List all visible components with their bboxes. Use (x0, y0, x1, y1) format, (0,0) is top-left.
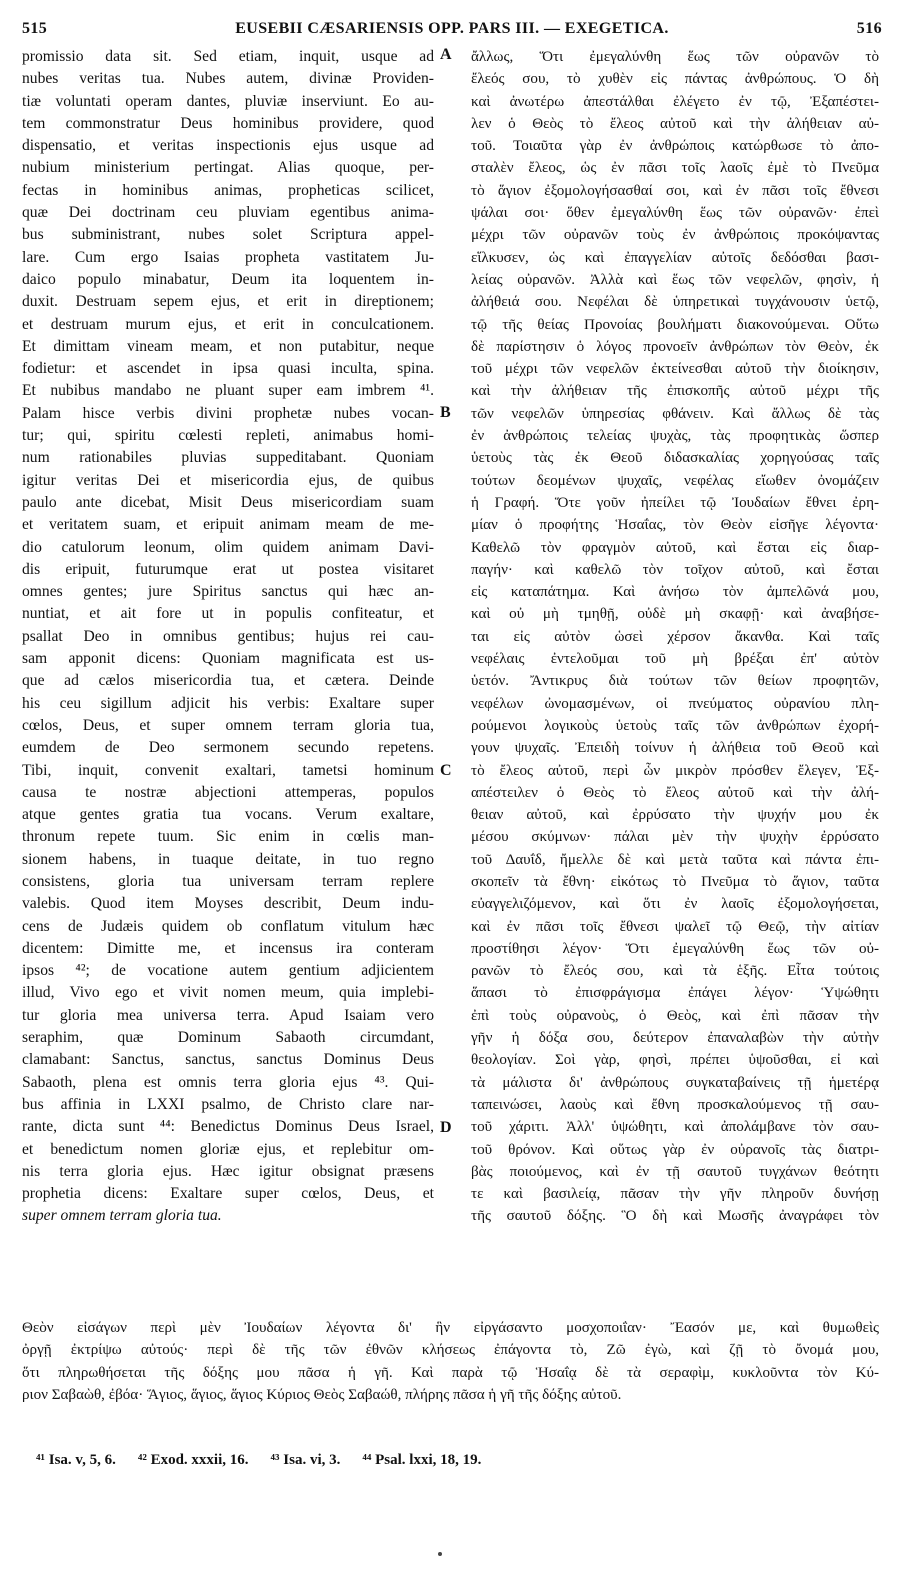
latin-text-line: prophetia dicens: Exaltare super cœlos, Deus, et (22, 1185, 434, 1203)
latin-text-line: clamabant: Sanctus, sanctus, sanctus Dominus Deus (22, 1051, 434, 1069)
greek-text-line-full: ὀργῇ ἐκτρίψω αὐτούς· περὶ δὲ τῆς τῶν ἐθνῶν κλήσεως ἐπάγοντα τὸ, Ζῶ ἐγὼ, καὶ ζῇ τὸ ὄνομά μου, (22, 1342, 879, 1359)
greek-text-line: τοῦ. Τοιαῦτα γὰρ ἐν ἀνθρώποις κατώρθωσε τὸ ἀπο- (471, 138, 879, 155)
greek-text-line: ταπεινώσει, λαοὺς καὶ ἔθνη προσκαλούμενος τῇ σαυ- (471, 1096, 879, 1113)
greek-text-line: τῆς σαυτοῦ δόξης. Ὃ δὴ καὶ Μωσῆς ἀναγράφει τὸν (471, 1208, 879, 1225)
greek-text-line: ἐπὶ τοὺς οὐρανοὺς, ὁ Θεὸς, καὶ ἐπὶ πᾶσαν τὴν (471, 1007, 879, 1024)
greek-text-line: τε καὶ βασιλείᾳ, πᾶσαν τὴν γῆν πληροῦν δυνήσῃ (471, 1186, 879, 1203)
latin-text-line: rante, dicta sunt ⁴⁴: Benedictus Dominus Deus Israel, (22, 1118, 434, 1136)
greek-text-line: θειαν αὐτοῦ, καὶ ἐρρύσατο τὴν ψυχήν μου ἐκ (471, 807, 879, 824)
greek-text-line: τούτων δεομένων ψυχαῖς, νεφέλας εἴωθεν ὀνομάζειν (471, 472, 879, 489)
greek-text-line: παγήν· καὶ καθελῶ τὸν τοῖχον αὐτοῦ, καὶ ἔσται (471, 561, 879, 578)
greek-text-line: τῷ τῆς θείας Προνοίας βουλήματι διακονούμεναι. Οὕτω (471, 316, 879, 333)
greek-text-line: λεν ὁ Θεὸς τὸ ἔλεος αὐτοῦ καὶ τὴν ἀλήθειαν αὐ- (471, 115, 879, 132)
margin-letter-c: C (440, 762, 452, 779)
latin-text-line: dicentem: Dimitte me, et incensus ira conteram (22, 939, 434, 957)
latin-text-line: omnes gentes; jure Spiritus sanctus qui hæc an- (22, 583, 434, 601)
latin-text-line: nuntiat, et ait fore ut in populis confiteatur, et (22, 605, 434, 623)
margin-letter-b: B (440, 404, 451, 421)
greek-text-line: νεφέλαις ἐντελοῦμαι τοῦ μὴ βρέξαι ἐπ' αὐτὸν (471, 651, 879, 668)
greek-text-line: τὸ ἔλεος αὐτοῦ, περὶ ὧν μικρὸν πρόσθεν ἔλεγεν, Ἐξ- (471, 762, 879, 779)
margin-letter-d: D (440, 1119, 452, 1136)
latin-text-line: igitur veritas Dei et misericordia ejus, de quibus (22, 471, 434, 489)
footnote: ⁴⁴ Psal. lxxi, 18, 19. (362, 1452, 482, 1468)
latin-text-line: Sabaoth, plena est omnis terra gloria ejus ⁴³. Qui- (22, 1073, 434, 1091)
latin-text-line: psallat Deo in omnibus gentibus; hujus rei cau- (22, 627, 434, 645)
greek-text-line: νεφέλων ὠνομασμένων, οἱ πνεύματος οὐρανίου πλη- (471, 695, 879, 712)
greek-text-line: τῶν νεφελῶν ὑπηρεσίας φθάνειν. Καὶ ἄλλως δὲ τὰς (471, 405, 879, 422)
latin-text-line: thronum repete tuum. Sic enim in cœlis man- (22, 828, 434, 846)
latin-text-line: nubium ministerium pertingat. Alias quoque, per- (22, 159, 434, 177)
latin-text-line: et benedictum nomen gloriæ ejus, et replebitur om- (22, 1140, 434, 1158)
greek-text-line: λείας οὐρανῶν. Ἀλλὰ καὶ ἕως τῶν νεφελῶν, φησὶν, ἡ (471, 271, 879, 288)
latin-text-line: tur gloria mea universa terra. Apud Isaiam vero (22, 1006, 434, 1024)
footnote: ⁴³ Isa. vi, 3. (270, 1452, 341, 1468)
latin-text-line: ipsos ⁴²; de vocatione autem gentium adjicientem (22, 962, 434, 980)
margin-letter-a: A (440, 46, 452, 63)
latin-text-line: tur; qui, spiritu cœlesti repleti, animabus homi- (22, 427, 434, 445)
greek-text-line: καὶ τὴν ἀλήθειαν τῆς ἐπισκοπῆς αὐτοῦ μέχρι τῆς (471, 383, 879, 400)
greek-text-line: ρούμενοι λογικοὺς ὑετοὺς ταῖς τῶν ἀνθρώπων ἐχορή- (471, 717, 879, 734)
greek-text-line: τοῦ χάριτι. Ἀλλ' ὑψώθητι, καὶ ἀπολάμβανε τὸν σαυ- (471, 1119, 879, 1136)
latin-text-line: bus subministrant, nubes solet Scriptura appel- (22, 226, 434, 244)
greek-text-line: ἐν ἀνθρώποις τελείας ψυχὰς, τὰς προφητικὰς ὥσπερ (471, 428, 879, 445)
greek-text-line: καὶ ἀνωτέρω ἀπεστάλθαι ἐλέγετο ἐν τῷ, Ἐξαπέστει- (471, 93, 879, 110)
greek-text-line: εἰς καταπάτημα. Καὶ ἀνήσω τὸν ἀμπελῶνά μου, (471, 584, 879, 601)
latin-text-line: valebis. Quod item Moyses describit, Deum indu- (22, 895, 434, 913)
latin-text-line: daico populo minabatur, Deum ita loquentem in- (22, 270, 434, 288)
footnote: ⁴² Exod. xxxii, 16. (137, 1452, 249, 1468)
greek-text-line: ὑετοὺς τὰς ἐκ Θεοῦ διδασκαλίας χορηγούσας ταῖς (471, 450, 879, 467)
latin-text-line: num rationabiles pluvias suppeditabant. Quoniam (22, 449, 434, 467)
greek-text-line: βὰς ποιούμενος, καὶ ἐν τῇ σαυτοῦ τυγχάνων θεότητι (471, 1163, 879, 1180)
greek-text-line: θεολογίαν. Σοὶ γὰρ, φησὶ, πρέπει ὑψοῦσθαι, εἰ καὶ (471, 1052, 879, 1069)
greek-text-line: ρανῶν τὸ ἔλεός σου, καὶ τὰ ἑξῆς. Εἶτα τούτοις (471, 963, 879, 980)
greek-text-line: γουν ψυχαῖς. Ἐπειδὴ τοίνυν ἡ ἀλήθεια τοῦ Θεοῦ καὶ (471, 740, 879, 757)
greek-text-line: τὸ ἅγιον ἐξομολογήσασθαί σοι, καὶ ἐν πᾶσι τοῖς ἔθνεσι (471, 182, 879, 199)
latin-text-line: tiæ voluntati operam dantes, pluviæ inserviunt. Eo au- (22, 92, 434, 110)
greek-text-line: δὲ παρίστησιν ὁ λόγος προνοεῖν ἀνθρώπων τὸν Θεὸν, ἐκ (471, 338, 879, 355)
greek-text-line: μέσου σκύμνων· πάλαι μὲν τὴν ψυχὴν ἐρρύσατο (471, 829, 879, 846)
greek-text-line-full: ριον Σαβαὼθ, ἐβόα· Ἅγιος, ἅγιος, ἅγιος Κύριος Θεὸς Σαβαώθ, πλήρης πᾶσα ἡ γῆ τῆς δόξης αὐτοῦ. (22, 1386, 622, 1403)
page-number-left: 515 (22, 20, 48, 37)
latin-text-line: causa te nostræ abjectioni attemperas, populos (22, 783, 434, 801)
running-head (22, 20, 882, 42)
greek-text-line: ὑετόν. Ἄντικρυς διὰ τούτων τῶν θείων προφητῶν, (471, 673, 879, 690)
latin-text-line: his ceu sigillum adjicit his verbis: Exaltare super (22, 694, 434, 712)
greek-text-line: σκοπεῖν τὰ ἔθνη· εἰκότως τὸ Πνεῦμα τὸ ἅγιον, ταῦτα (471, 873, 879, 890)
latin-text-line: tem commonstratur Deus hominibus providere, quod (22, 114, 434, 132)
greek-text-line: σταλὲν ἔλεος, ὡς ἐν πᾶσι τοῖς λαοῖς ἐμὲ τὸ Πνεῦμα (471, 160, 879, 177)
footnotes (36, 1452, 876, 1469)
greek-text-line: γῆν ἡ δόξα σου, δεύτερον ἐπαναλαβὼν τὴν αὐτὴν (471, 1030, 879, 1047)
greek-text-line: ται εἰς αὐτὸν ὡσεὶ χέρσον ἄκανθα. Καὶ ταῖς (471, 628, 879, 645)
greek-text-line: ἅπασι τὸ ἐπισφράγισμα ἐπάγει λέγον· Ὑψώθητι (471, 985, 879, 1002)
greek-text-line: μίαν ὁ προφήτης Ἡσαΐας, τὸν Θεὸν εἰσῆγε λέγοντα· (471, 517, 879, 534)
greek-text-line: μέχρι τῶν οὐρανῶν τοὺς ἐν ἀνθρώποις προκόψαντας (471, 227, 879, 244)
footnote: ⁴¹ Isa. v, 5, 6. (36, 1452, 116, 1468)
latin-text-line: et veritatem suam, et eripuit animam meam de me- (22, 516, 434, 534)
greek-text-line: ψάλαι σοι· ὅθεν ἐμεγαλύνθη ἕως τῶν οὐρανῶν· ἐπεὶ (471, 205, 879, 222)
latin-text-line: illud, Vivo ego et vivit nomen meum, quia implebi- (22, 984, 434, 1002)
latin-text-line: nis terra gloria ejus. Hæc igitur obsignat præsens (22, 1162, 434, 1180)
greek-text-line: ἡ Γραφή. Ὅτε γοῦν ἠπείλει τῷ Ἰουδαίων ἔθνει ἐρη- (471, 494, 879, 511)
latin-text-line: paulo ante dicebat, Misit Deus misericordiam suam (22, 493, 434, 511)
greek-text-line: ἄλλως, Ὅτι ἐμεγαλύνθη ἕως τῶν οὐρανῶν τὸ (471, 49, 879, 65)
latin-text-line: duxit. Destruam sepem ejus, et erit in direptionem; (22, 293, 434, 311)
latin-text-line: Tibi, inquit, convenit exaltari, tametsi hominum (22, 761, 434, 779)
latin-text-line: quæ Dei doctrinam ceu pluviam egentibus anima- (22, 204, 434, 222)
greek-text-line: τὰ μάλιστα δι' ἀνθρώπους συγκαταβαίνεις τῇ ἡμετέρᾳ (471, 1074, 879, 1091)
full-width-greek-block (22, 1317, 879, 1406)
greek-text-line: τοῦ Δαυΐδ, ἤμελλε δὲ καὶ μετὰ ταῦτα καὶ πάντα ἐπι- (471, 851, 879, 868)
latin-text-line: atque gentes gratia tua vocans. Verum exaltare, (22, 806, 434, 824)
latin-text-line: sionem habens, in tuaque deitate, in tuo regno (22, 850, 434, 868)
greek-text-line: προστίθησι λέγον· Ὅτι ἐμεγαλύνθη ἕως τῶν οὐ- (471, 940, 879, 957)
latin-text-line: cœlos, Deus, et super omnem terram gloria tua, (22, 716, 434, 734)
latin-text-line: super omnem terram gloria tua. (22, 1207, 222, 1225)
running-title: EUSEBII CÆSARIENSIS OPP. PARS III. — EXEGETICA. (235, 20, 669, 37)
greek-text-line: εὐαγγελιζόμενον, καὶ ὅτι ἐν λαοῖς ἐξομολογήσεται, (471, 896, 879, 913)
latin-text-line: et destruam murum ejus, et erit in conculcationem. (22, 315, 434, 333)
latin-text-line: seraphim, quæ Dominum Sabaoth circumdant, (22, 1029, 434, 1047)
latin-text-line: lare. Cum ergo Isaias propheta vastitatem Ju- (22, 248, 434, 266)
greek-column (471, 46, 879, 1228)
page-mark (438, 1552, 442, 1556)
greek-text-line: εἵλκυσεν, ὡς καὶ ἐπαγγελίαν αὐτοῖς δεδόσθαι βασι- (471, 249, 879, 266)
latin-text-line: nubes veritas tua. Nubes autem, divinæ Providen- (22, 70, 434, 88)
greek-text-line: απέστειλεν ὁ Θεὸς τὸ ἔλεος αὐτοῦ καὶ τὴν ἀλή- (471, 784, 879, 801)
latin-text-line: promissio data sit. Sed etiam, inquit, usque ad (22, 48, 434, 65)
greek-text-line: Καθελῶ τὸν φραγμὸν αὐτοῦ, καὶ ἔσται εἰς διαρ- (471, 539, 879, 556)
latin-text-line: fectas in hominibus animas, propheticas scilicet, (22, 181, 434, 199)
greek-text-line: καὶ ἐν πᾶσι τοῖς ἔθνεσι ψαλεῖ τῷ Θεῷ, τὴν αἰτίαν (471, 918, 879, 935)
greek-text-line-full: Θεὸν εἰσάγων περὶ μὲν Ἰουδαίων λέγοντα δι' ἣν εἰργάσαντο μοσχοποιΐαν· Ἔασόν με, καὶ θυμωθεὶς (22, 1320, 879, 1336)
latin-text-line: dis eripuit, futurumque erat ut postea visitaret (22, 560, 434, 578)
greek-text-line-full: ὅτι πληρωθήσεται τῆς δόξης μου πᾶσα ἡ γῆ. Καὶ παρὰ τῷ Ἡσαΐᾳ δὲ τὰ σεραφὶμ, κυκλοῦντα τὸν Κύ- (22, 1364, 879, 1381)
latin-text-line: Et nubibus mandabo ne pluant super eam imbrem ⁴¹. (22, 382, 434, 400)
greek-text-line: καὶ οὐ μὴ τμηθῇ, οὐδὲ μὴ σκαφῇ· καὶ ἀναβήσε- (471, 606, 879, 623)
latin-text-line: consistens, gloria tua universam terram replere (22, 872, 434, 890)
greek-text-line: ἔλεός σου, τὸ χυθὲν εἰς πάντας ἀνθρώπους. Ὁ δὴ (471, 71, 879, 88)
page-number-right: 516 (856, 20, 882, 37)
latin-column (22, 46, 434, 1228)
latin-text-line: Et dimittam vineam meam, et non putabitur, neque (22, 337, 434, 355)
latin-text-line: cens de Judæis quidem ob conflatum vitulum hæc (22, 917, 434, 935)
greek-text-line: τοῦ μέχρι τῶν νεφελῶν ἐκτείνεσθαι αὐτοῦ τὴν διοίκησιν, (471, 361, 879, 378)
latin-text-line: sam apponit dicens: Quoniam magnificata est us- (22, 650, 434, 668)
latin-text-line: dispensatio, et veritas inspectionis ejus usque ad (22, 137, 434, 155)
latin-text-line: eumdem de Deo sermonem secundo repetens. (22, 739, 434, 757)
greek-text-line: ἀλήθειά σου. Νεφέλαι δὲ ὑπηρετικαὶ τυγχάνουσιν ὑετῷ, (471, 294, 879, 311)
latin-text-line: fodietur: et ascendet in ipsa quasi inculta, spina. (22, 360, 434, 378)
latin-text-line: Palam hisce verbis divini prophetæ nubes vocan- (22, 404, 434, 422)
greek-text-line: τοῦ θρόνον. Καὶ οὕτως γὰρ ἐν οὐρανοῖς τὰς διατρι- (471, 1141, 879, 1158)
latin-text-line: que ad cælos misericordia tua, et cætera. Deinde (22, 672, 434, 690)
latin-text-line: dio catulorum leonum, olim quidem animam Davi- (22, 538, 434, 556)
latin-text-line: bus affinia in LXXI psalmo, de Christo clare nar- (22, 1095, 434, 1113)
